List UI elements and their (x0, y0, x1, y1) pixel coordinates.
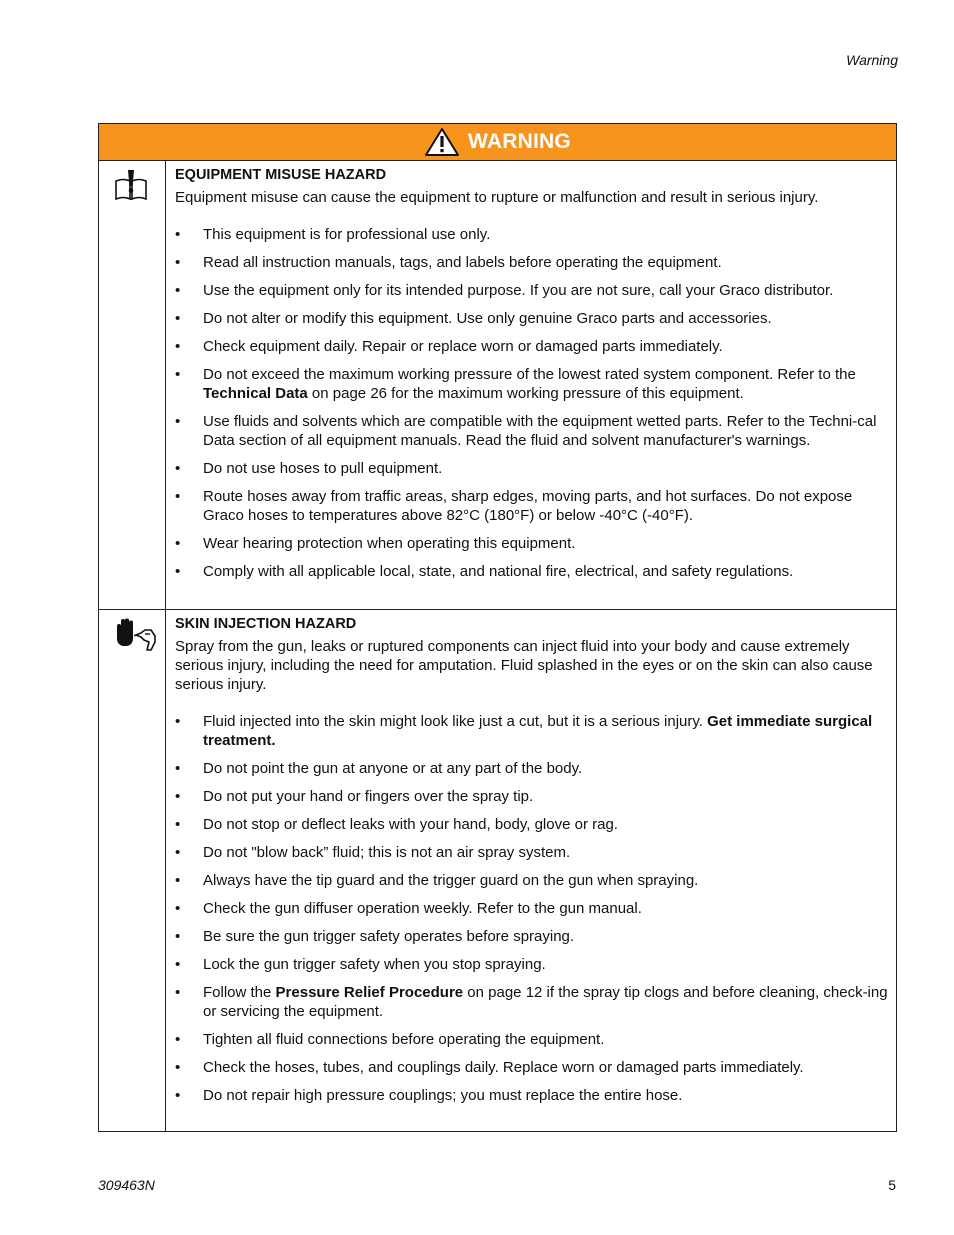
warning-triangle-icon (424, 127, 460, 157)
bold-reference: Pressure Relief Procedure (275, 984, 464, 1001)
hazard-text (166, 161, 896, 609)
hazard-bullet-item (175, 871, 890, 890)
bullet-text: Tighten all fluid connections before operating the equipment. (203, 1031, 605, 1048)
bullet-text: Use the equipment only for its intended purpose. If you are not sure, call your Graco distributor. (203, 282, 834, 299)
page-number: 5 (888, 1177, 896, 1193)
document-number: 309463N (98, 1177, 155, 1193)
hazard-bullet-item (175, 899, 890, 918)
hazard-bullet-item (175, 927, 890, 946)
hazard-bullet-list (175, 225, 890, 581)
hazard-bullet-item (175, 281, 890, 300)
hazard-bullet-item (175, 459, 890, 478)
hazard-bullet-item (175, 412, 890, 450)
injection-hand-icon (114, 618, 158, 654)
hazard-bullet-item (175, 309, 890, 328)
hazard-bullet-item (175, 337, 890, 356)
bullet-text: on page 26 for the maximum working pressure of this equipment. (307, 385, 744, 402)
hazard-row-skin-injection (99, 610, 896, 1131)
bullet-text: Check the hoses, tubes, and couplings daily. Replace worn or damaged parts immediately. (203, 1059, 804, 1076)
hazard-text (166, 610, 896, 1131)
warning-table (98, 123, 897, 1132)
bullet-text: Route hoses away from traffic areas, sharp edges, moving parts, and hot surfaces. Do not expose Graco hoses to temperatures above 82°C (180°F) or below -40°C (-40°F). (203, 488, 853, 524)
hazard-bullet-item (175, 1058, 890, 1077)
hazard-bullet-list (175, 712, 890, 1105)
bullet-text: Check equipment daily. Repair or replace worn or damaged parts immediately. (203, 338, 723, 355)
hazard-bullet-item (175, 815, 890, 834)
bullet-text: Do not stop or deflect leaks with your hand, body, glove or rag. (203, 816, 618, 833)
bullet-text: Read all instruction manuals, tags, and labels before operating the equipment. (203, 254, 722, 271)
bullet-text: Do not use hoses to pull equipment. (203, 460, 443, 477)
hazard-bullet-item (175, 983, 890, 1021)
bullet-text: Follow the (203, 984, 276, 1001)
hazard-bullet-item (175, 253, 890, 272)
bullet-text: on page 12 if the spray tip clogs and before cleaning, check-ing or servicing the equipment. (203, 984, 888, 1020)
bullet-text: This equipment is for professional use only. (203, 226, 491, 243)
icon-cell (99, 610, 166, 1131)
hazard-bullet-item (175, 1030, 890, 1049)
hazard-title: SKIN INJECTION HAZARD (175, 616, 357, 632)
hazard-bullet-item (175, 712, 890, 750)
hazard-bullet-item (175, 225, 890, 244)
bullet-text: Use fluids and solvents which are compatible with the equipment wetted parts. Refer to the Techni-cal Data section of all equipment manuals. Read the fluid and solvent manufacturer's warnings. (203, 413, 877, 449)
bullet-text: Check the gun diffuser operation weekly. Refer to the gun manual. (203, 900, 642, 917)
bullet-text: Do not "blow back” fluid; this is not an air spray system. (203, 844, 571, 861)
hazard-bullet-item (175, 487, 890, 525)
read-manual-icon (114, 169, 148, 203)
bullet-text: Lock the gun trigger safety when you stop spraying. (203, 956, 546, 973)
bullet-text: Always have the tip guard and the trigger guard on the gun when spraying. (203, 872, 699, 889)
hazard-bullet-item (175, 1086, 890, 1105)
hazard-bullet-item (175, 534, 890, 553)
bullet-text: Comply with all applicable local, state, and national fire, electrical, and safety regulations. (203, 563, 794, 580)
bullet-text: Do not alter or modify this equipment. Use only genuine Graco parts and accessories. (203, 310, 772, 327)
warning-banner (99, 124, 896, 161)
bullet-text: Wear hearing protection when operating this equipment. (203, 535, 576, 552)
hazard-bullet-item (175, 843, 890, 862)
warning-title: WARNING (468, 130, 571, 153)
bullet-text: Do not repair high pressure couplings; you must replace the entire hose. (203, 1087, 683, 1104)
hazard-bullet-item (175, 787, 890, 806)
bold-reference: Technical Data (203, 385, 308, 402)
hazard-row-equipment-misuse (99, 161, 896, 610)
hazard-intro: Spray from the gun, leaks or ruptured components can inject fluid into your body and cause extremely serious injury, including the need for amputation. Fluid splashed in the eyes or on the skin can also cause serious injury. (175, 638, 873, 693)
bold-reference: Get immediate surgical treatment. (203, 713, 873, 749)
hazard-intro: Equipment misuse can cause the equipment to rupture or malfunction and result in serious injury. (175, 189, 819, 206)
bullet-text: Do not point the gun at anyone or at any part of the body. (203, 760, 583, 777)
hazard-bullet-item (175, 365, 890, 403)
hazard-bullet-item (175, 562, 890, 581)
bullet-text: Fluid injected into the skin might look like just a cut, but it is a serious injury. (203, 713, 708, 730)
running-header: Warning (846, 52, 898, 68)
hazard-bullet-item (175, 759, 890, 778)
bullet-text: Do not exceed the maximum working pressure of the lowest rated system component. Refer to the (203, 366, 856, 383)
bullet-text: Do not put your hand or fingers over the spray tip. (203, 788, 534, 805)
hazard-bullet-item (175, 955, 890, 974)
bullet-text: Be sure the gun trigger safety operates before spraying. (203, 928, 575, 945)
icon-cell (99, 161, 166, 609)
hazard-title: EQUIPMENT MISUSE HAZARD (175, 167, 387, 183)
